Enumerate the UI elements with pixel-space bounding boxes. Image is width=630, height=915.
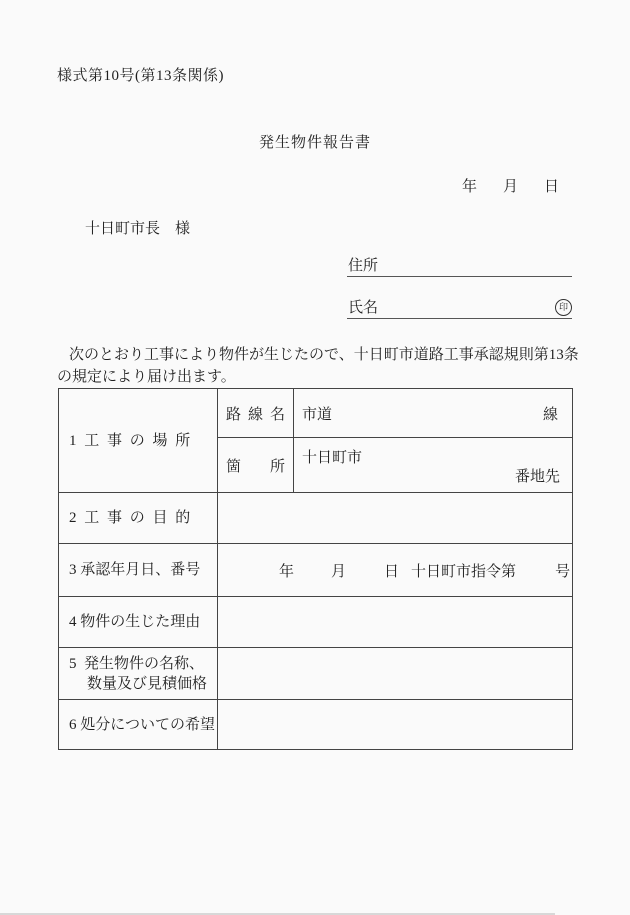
address-label: 住所 [348,258,379,274]
route-name-value-cell [294,389,572,437]
table-row-work-location [59,389,572,493]
date-line [462,175,559,196]
row5-label-line1: 5 発生物件の名称、 [69,655,205,672]
table-row-item-name-qty-price [59,648,572,700]
route-label-char: 名 [269,406,285,423]
row2-value-cell [218,493,572,543]
date-year-label: 年 [462,179,478,195]
row3-label-cell [59,544,218,596]
row5-label-cell [59,648,218,699]
date-day-label: 日 [543,179,559,195]
page-title: 発生物件報告書 [258,135,371,151]
location-label-char: 箇 [226,458,242,475]
row4-label: 4 物件の生じた理由 [69,614,201,630]
row2-label: 2 工 事 の 目 的 [69,510,193,526]
approval-day-label: 日 [384,563,400,580]
location-city: 十日町市 [302,450,363,466]
body-paragraph [57,344,579,388]
location-banchi-suffix: 番地先 [514,469,560,485]
route-suffix: 線 [542,406,558,423]
subrow-location [218,438,572,492]
table-row-work-purpose [59,493,572,544]
body-line: 次のとおり工事により物件が生じたので、十日町市道路工事承認規則第13条 [69,347,579,363]
route-name-label-cell [218,389,294,437]
row1-label: 1 工 事 の 場 所 [69,432,193,449]
subrow-route-name [218,389,572,438]
row3-label: 3 承認年月日、番号 [69,562,201,578]
row5-label-line2: 数量及び見積価格 [87,675,208,692]
route-label-char: 路 [226,406,242,423]
location-label-char: 所 [269,458,285,475]
route-label-char: 線 [247,406,263,423]
row4-value-cell [218,597,572,647]
addressee: 十日町市長 様 [85,221,191,237]
form-number: 様式第10号(第13条関係) [57,68,224,84]
row2-label-cell [59,493,218,543]
approval-number-suffix: 号 [555,563,571,580]
approval-month-label: 月 [331,563,347,580]
row1-subrows [218,389,572,492]
approval-directive-label: 十日町市指令第 [411,563,517,580]
route-prefix: 市道 [302,406,333,423]
name-line [347,300,572,319]
row1-label-cell [59,389,218,492]
form-table [58,388,573,750]
location-label-cell [218,438,294,492]
name-label: 氏名 [348,300,379,316]
body-line: の規定により届け出ます。 [57,369,236,385]
row5-value-cell [218,648,572,699]
row3-value-cell [218,544,572,596]
table-row-disposal-wish [59,700,572,749]
row4-label-cell [59,597,218,647]
address-line [347,258,572,277]
approval-year-label: 年 [279,563,295,580]
location-value-cell [294,438,572,492]
row6-value-cell [218,700,572,749]
table-row-reason [59,597,572,648]
table-row-approval-date-number [59,544,572,597]
row6-label: 6 処分についての希望 [69,716,215,733]
row6-label-cell [59,700,218,749]
date-month-label: 月 [502,179,518,195]
seal-icon: 印 [555,299,572,316]
